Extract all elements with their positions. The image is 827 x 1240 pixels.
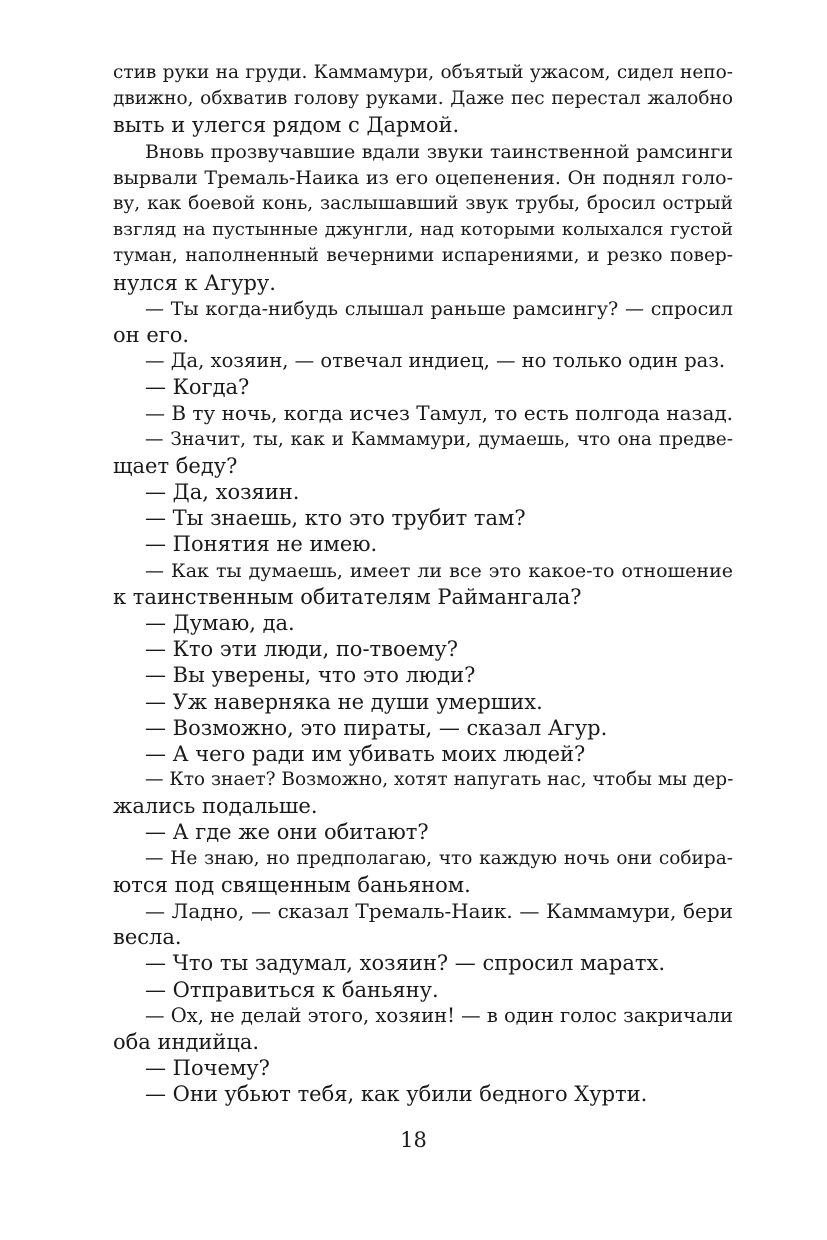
text-line: — Отправиться к баньяну. — [145, 977, 439, 1002]
text-line: ву, как боевой конь, заслышавший звук трубы, бросил острый — [113, 192, 733, 214]
text-line: — Понятия не имею. — [145, 532, 378, 557]
text-line: — В ту ночь, когда исчез Тамул, то есть полгода назад. — [145, 401, 734, 426]
text-line: жались подальше. — [113, 794, 318, 819]
page-text-block — [113, 60, 733, 1108]
text-line: весла. — [113, 925, 182, 950]
text-line: Вновь прозвучавшие вдали звуки таинственной рамсинги — [145, 140, 733, 163]
text-line: — Почему? — [145, 1056, 270, 1081]
text-line: нулся к Агуру. — [113, 270, 276, 295]
text-line: — Ты знаешь, кто это трубит там? — [145, 506, 526, 531]
page-number: 18 — [400, 1128, 427, 1152]
text-line: выть и улегся рядом с Дармой. — [113, 113, 460, 138]
text-line: — Да, хозяин. — [145, 480, 300, 504]
text-line: — Кто знает? Возможно, хотят напугать нас, чтобы мы дер- — [145, 769, 734, 791]
text-line: он его. — [113, 322, 190, 347]
text-line: — Вы уверены, что это люди? — [145, 663, 476, 688]
text-line: — А чего ради им убивать моих людей? — [145, 741, 586, 766]
text-line: ются под священным баньяном. — [113, 872, 471, 897]
text-line: стив руки на груди. Каммамури, объятый ужасом, сидел непо- — [113, 62, 733, 83]
text-line: — Ты когда-нибудь слышал раньше рамсингу? — спросил — [145, 297, 733, 320]
text-line: движно, обхватив голову руками. Даже пес перестал жалобно — [113, 88, 733, 110]
text-line: — Они убьют тебя, как убили бедного Хурти. — [145, 1082, 648, 1107]
text-line: — А где же они обитают? — [145, 820, 429, 845]
text-line: взгляд на пустынные джунгли, над которыми колыхался густой — [113, 219, 733, 241]
text-line: — Не знаю, но предполагаю, что каждую ночь они собира- — [145, 847, 733, 869]
text-line: — Думаю, да. — [145, 610, 295, 635]
text-line: — Возможно, это пираты, — сказал Агур. — [145, 715, 608, 740]
text-line: — Да, хозяин, — отвечал индиец, — но только один раз. — [145, 349, 726, 373]
text-line: — Значит, ты, как и Каммамури, думаешь, что она предве- — [145, 428, 733, 450]
text-line: щает беду? — [113, 453, 238, 478]
text-line: — Кто эти люди, по-твоему? — [145, 637, 459, 662]
text-line: — Уж наверняка не души умерших. — [145, 689, 543, 714]
text-line: — Как ты думаешь, имеет ли все это какое-то отношение — [145, 559, 733, 582]
text-line: вырвали Тремаль-Наика из его оцепенения. Он поднял голо- — [113, 166, 733, 189]
text-line: — Что ты задумал, хозяин? — спросил маратх. — [145, 951, 666, 976]
text-line: оба индийца. — [113, 1029, 260, 1054]
text-line: — Когда? — [145, 375, 250, 400]
text-line: — Ладно, — сказал Тремаль-Наик. — Каммамури, бери — [145, 899, 733, 923]
text-line: к таинственным обитателям Раймангала? — [113, 584, 582, 609]
text-line: — Ох, не делай этого, хозяин! — в один голос закричали — [145, 1003, 733, 1027]
text-line: туман, наполненный вечерними испарениями, и резко повер- — [113, 245, 733, 267]
